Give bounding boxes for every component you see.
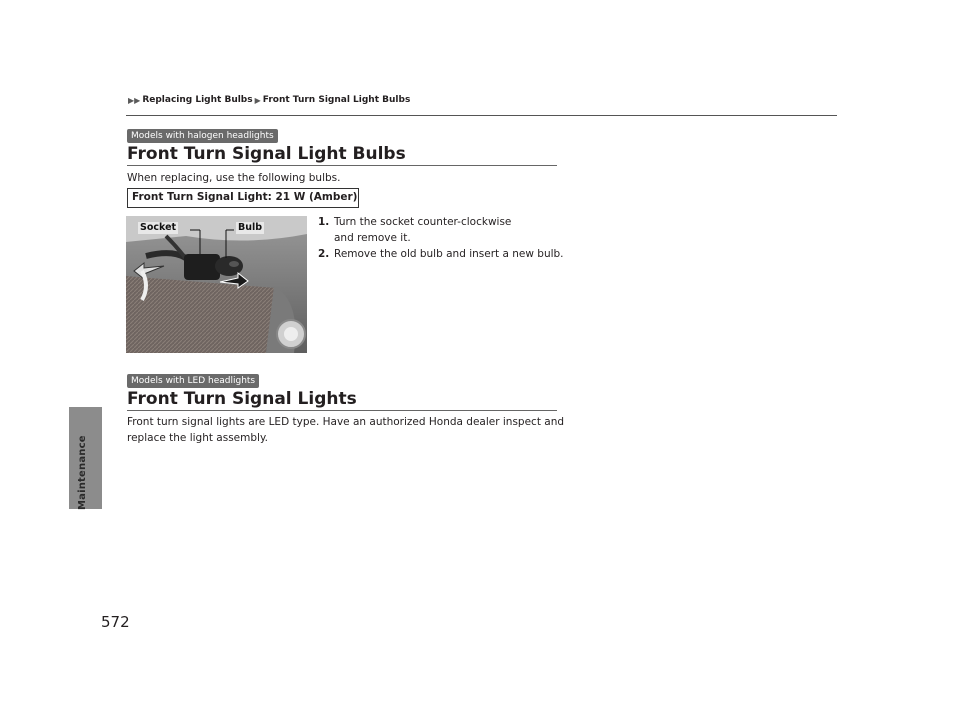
section-title-bulbs: Front Turn Signal Light Bulbs (127, 144, 406, 164)
side-tab-label: Maintenance (77, 435, 88, 510)
step-number: 2. (318, 248, 330, 260)
breadcrumb-parent[interactable]: Replacing Light Bulbs (142, 95, 253, 105)
photo-label-socket: Socket (140, 222, 177, 233)
step-number: 1. (318, 216, 330, 228)
breadcrumb (128, 95, 410, 105)
section-title-leds: Front Turn Signal Lights (127, 389, 357, 409)
step-text: Turn the socket counter-clockwise and remove it. (334, 216, 512, 244)
bulb-photo (126, 216, 307, 353)
breadcrumb-current: Front Turn Signal Light Bulbs (262, 95, 411, 105)
bulb-spec-box: Front Turn Signal Light: 21 W (Amber) (127, 188, 359, 208)
section-rule (127, 165, 557, 166)
led-body-text: Front turn signal lights are LED type. Have an authorized Honda dealer inspect and replace the light assembly. (127, 416, 565, 444)
intro-text: When replacing, use the following bulbs. (127, 172, 341, 184)
section-rule (127, 410, 557, 411)
double-arrow-icon: ▶▶ (128, 95, 141, 105)
page-number: 572 (101, 613, 130, 631)
step-2 (318, 246, 564, 262)
steps-list (318, 214, 564, 262)
bulb-photo-illustration (126, 216, 307, 353)
model-badge-halogen: Models with halogen headlights (127, 129, 278, 143)
step-1 (318, 214, 564, 246)
photo-label-bulb: Bulb (238, 222, 263, 233)
header-rule (126, 115, 837, 116)
step-text: Remove the old bulb and insert a new bulb. (334, 248, 564, 260)
model-badge-led: Models with LED headlights (127, 374, 259, 388)
arrow-icon: ▶ (254, 95, 261, 105)
